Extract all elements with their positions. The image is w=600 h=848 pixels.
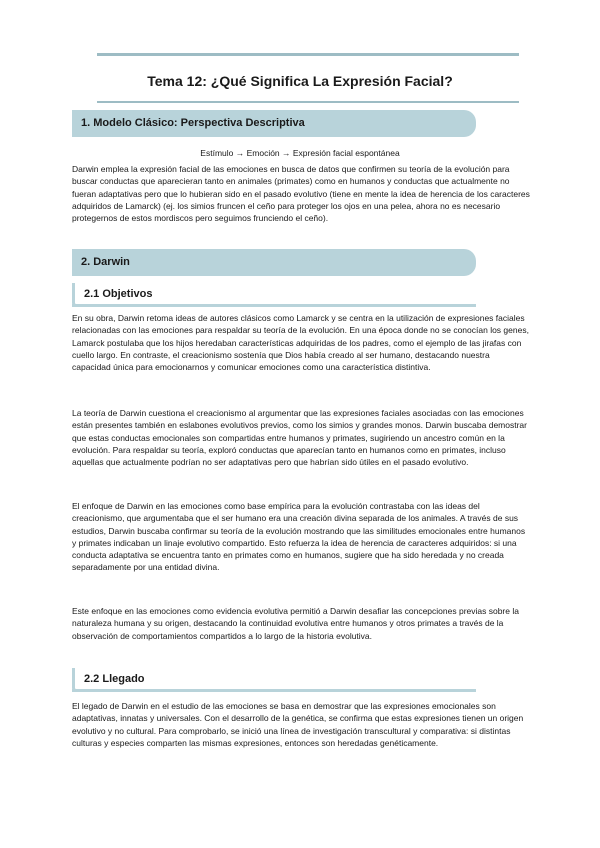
section-heading-darwin: 2. Darwin [72,249,476,276]
subsection-heading-llegado: 2.2 Llegado [72,668,145,692]
top-rule [97,53,519,56]
paragraph-modelo-clasico: Darwin emplea la expresión facial de las emociones en busca de datos que confirmen su teoría de la evolución para buscar conductas que aparecieran tanto en animales (primates) como en humanos y conductas que actualmente no fueran adaptativas pero que lo hubieran sido en el pasado evolutivo (tiene en mente la idea de herencia de los caracteres adquiridos de Lamarck) (ej. los simios fruncen el ceño para proteger los ojos en una pelea, ahora no es necesario protegernos de estos mordiscos pero seguimos frunciendo el ceño). [72,164,530,224]
paragraph-objetivos-2: La teoría de Darwin cuestiona el creacionismo al argumentar que las expresiones faciales asociadas con las emociones están presentes también en eslabones evolutivos previos, como los simios y grandes monos. Darwin buscaba demostrar que estas conductas emocionales son compartidas entre humanos y primates, sugiriendo un ancestro común en la evolución. Para respaldar su teoría, exploró conductas que aparecían tanto en humanos como en primates, incluso aquellas que actualmente podrían no ser adaptativas pero que habrían sido útiles en el pasado evolutivo. [72,408,527,468]
paragraph-objetivos-3: El enfoque de Darwin en las emociones como base empírica para la evolución contrastaba con las ideas del creacionismo, que argumentaba que el ser humano era una creación divina separada de los animales. A través de sus estudios, Darwin buscaba confirmar su teoría de la evolución mostrando que las similitudes emocionales entre humanos y primates indicaban un linaje evolutivo compartido. Esto refuerza la idea de herencia de caracteres adquiridos: si una conducta adaptativa se encuentra tanto en primates como en humanos, sugiere que ha sido heredada y no creada separadamente por una entidad divina. [72,501,526,573]
page-title: Tema 12: ¿Qué Significa La Expresión Facial? [147,73,453,89]
subsection-heading-objetivos: 2.1 Objetivos [72,283,152,307]
title-rule [97,101,519,103]
subsection-rule-objetivos [72,304,476,307]
paragraph-objetivos-4: Este enfoque en las emociones como evidencia evolutiva permitió a Darwin desafiar las concepciones previas sobre la naturaleza humana y su origen, destacando la continuidad evolutiva entre humanos y otros primates a través de la observación de comportamientos compartidos a lo largo de la historia evolutiva. [72,606,519,641]
paragraph-llegado: El legado de Darwin en el estudio de las emociones se basa en demostrar que las expresiones emocionales son adaptativas, innatas y universales. Con el desarrollo de la genética, se confirma que estas expresiones tienen un origen evolutivo y no cultural. Para comprobarlo, se inició una línea de investigación transcultural y comparativa: si distintas culturas y especies comparten las mismas expresiones, entonces son heredadas genéticamente. [72,701,524,748]
section-heading-modelo-clasico: 1. Modelo Clásico: Perspectiva Descriptiva [72,110,476,137]
paragraph-objetivos-1: En su obra, Darwin retoma ideas de autores clásicos como Lamarck y se centra en la utilización de expresiones faciales relacionadas con las emociones para respaldar su teoría de la evolución. En una época donde no se conocían los genes, Lamarck postulaba que los hijos heredaban características adquiridas de los padres, como el ejemplo de las jirafas con cuello largo. En contraste, el creacionismo sostenía que Dios había creado al ser humano, destacando nuestra capacidad única para emocionarnos y comunicar emociones como una característica distintiva. [72,313,529,373]
formula-line: Estímulo → Emoción → Expresión facial espontánea [200,148,400,158]
subsection-rule-llegado [72,689,476,692]
